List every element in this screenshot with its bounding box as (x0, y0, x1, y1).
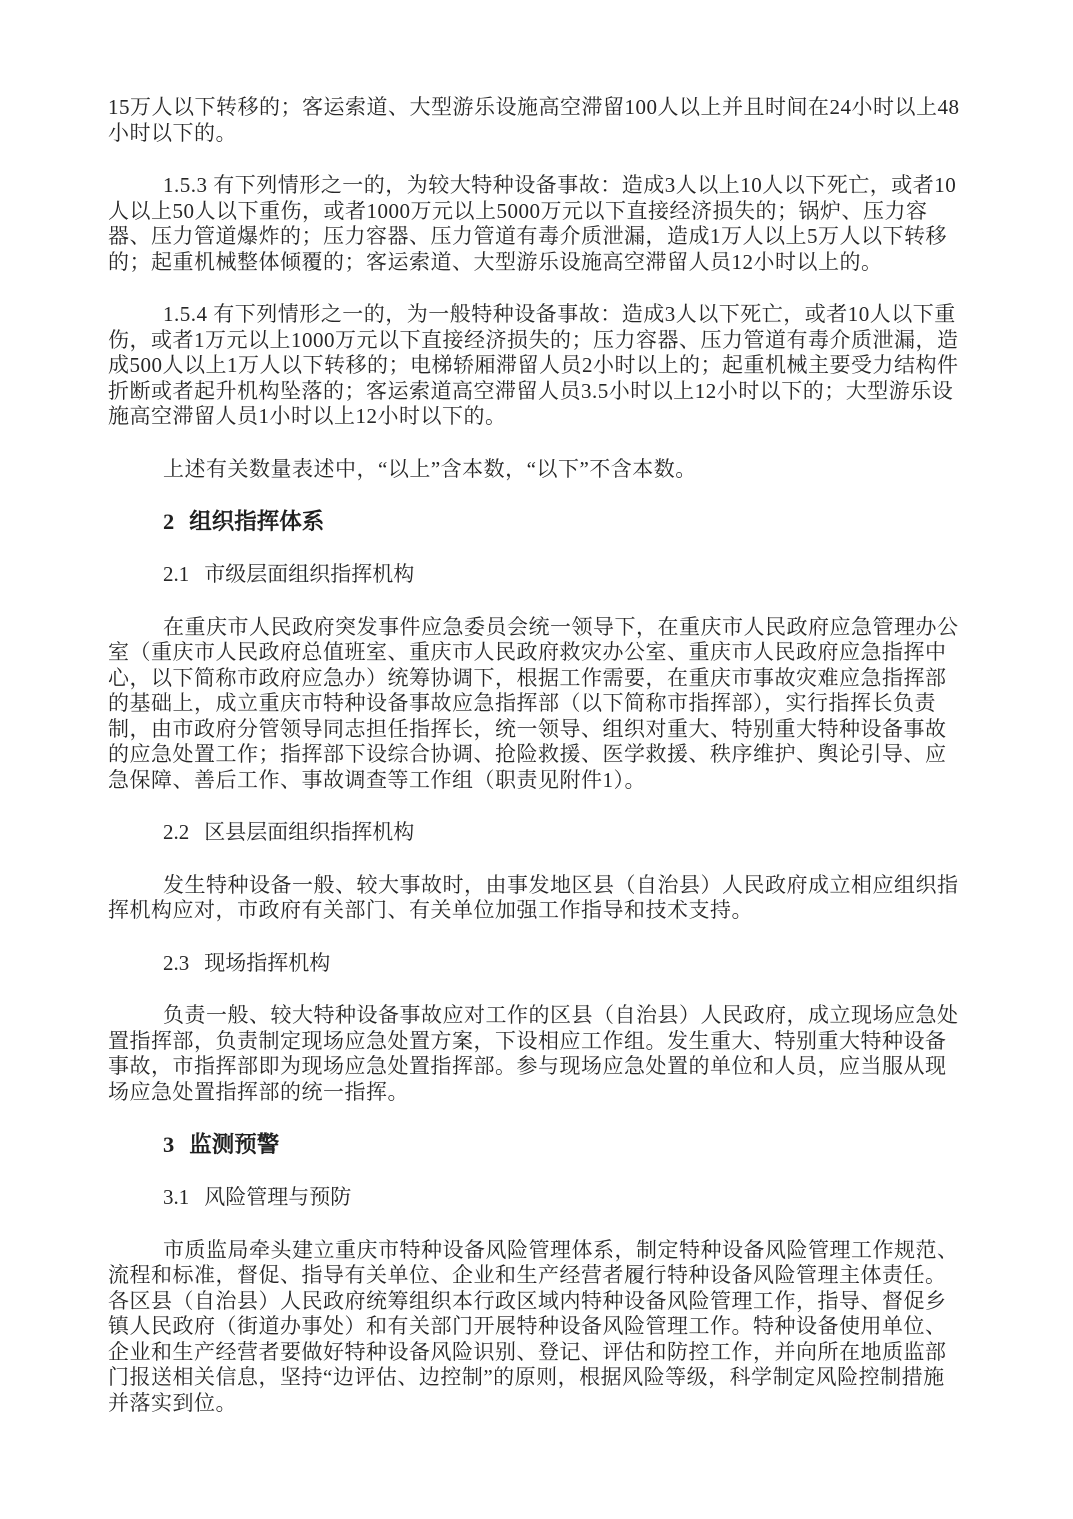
subsection-title: 现场指挥机构 (204, 950, 331, 975)
subsection-heading-3-1 (108, 1185, 963, 1211)
section-title: 组织指挥体系 (189, 509, 325, 534)
subsection-title: 风险管理与预防 (204, 1185, 352, 1209)
paragraph-quantity-note: 上述有关数量表述中，“以上”含本数，“以下”不含本数。 (163, 456, 697, 481)
section-heading-2 (108, 509, 963, 535)
section-number: 3 (163, 1132, 175, 1157)
paragraph-onsite-command: 负责一般、较大特种设备事故应对工作的区县（自治县）人民政府，成立现场应急处置指挥部，负责制定现场应急处置方案，下设相应工作组。发生重大、特别重大特种设备事故，市指挥部即为现场应急处置指挥部。参与现场应急处置的单位和人员，应当服从现场应急处置指挥部的统一指挥。 (108, 1003, 959, 1104)
subsection-heading-2-2 (108, 820, 963, 846)
subsection-number: 2.2 (163, 820, 190, 844)
paragraph-city-command: 在重庆市人民政府突发事件应急委员会统一领导下，在重庆市人民政府应急管理办公室（重庆市人民政府总值班室、重庆市人民政府救灾办公室、重庆市人民政府应急指挥中心，以下简称市政府应急办）统筹协调下，根据工作需要，在重庆市事故灾难应急指挥部的基础上，成立重庆市特种设备事故应急指挥部（以下简称市指挥部），实行指挥长负责制，由市政府分管领导同志担任指挥长，统一领导、组织对重大、特别重大特种设备事故的应急处置工作；指挥部下设综合协调、抢险救援、医学救援、秩序维护、舆论引导、应急保障、善后工作、事故调查等工作组（职责见附件1）。 (108, 614, 959, 792)
paragraph-continuation: 15万人以下转移的；客运索道、大型游乐设施高空滞留100人以上并且时间在24小时以上48小时以下的。 (108, 95, 960, 145)
paragraph-1-5-3: 1.5.3 有下列情形之一的，为较大特种设备事故：造成3人以上10人以下死亡，或者10人以上50人以下重伤，或者1000万元以上5000万元以下直接经济损失的；锅炉、压力容器、压力管道爆炸的；压力容器、压力管道有毒介质泄漏，造成1万人以上5万人以下转移的；起重机械整体倾覆的；客运索道、大型游乐设施高空滞留人员12小时以上的。 (108, 173, 957, 274)
paragraph-district-command: 发生特种设备一般、较大事故时，由事发地区县（自治县）人民政府成立相应组织指挥机构应对，市政府有关部门、有关单位加强工作指导和技术支持。 (108, 872, 959, 922)
section-heading-3 (108, 1132, 963, 1158)
subsection-title: 市级层面组织指挥机构 (204, 562, 415, 586)
paragraph-risk-management: 市质监局牵头建立重庆市特种设备风险管理体系，制定特种设备风险管理工作规范、流程和标准，督促、指导有关单位、企业和生产经营者履行特种设备风险管理主体责任。各区县（自治县）人民政府统筹组织本行政区域内特种设备风险管理工作，指导、督促乡镇人民政府（街道办事处）和有关部门开展特种设备风险管理工作。特种设备使用单位、企业和生产经营者要做好特种设备风险识别、登记、评估和防控工作，并向所在地质监部门报送相关信息，坚持“边评估、边控制”的原则，根据风险等级，科学制定风险控制措施并落实到位。 (108, 1237, 959, 1415)
subsection-number: 2.3 (163, 950, 190, 975)
section-number: 2 (163, 509, 175, 534)
subsection-heading-2-1 (108, 562, 963, 588)
subsection-number: 3.1 (163, 1185, 190, 1209)
subsection-heading-2-3 (108, 951, 963, 977)
section-title: 监测预警 (189, 1132, 280, 1157)
subsection-title: 区县层面组织指挥机构 (204, 820, 415, 844)
paragraph-1-5-4: 1.5.4 有下列情形之一的，为一般特种设备事故：造成3人以下死亡，或者10人以下重伤，或者1万元以上1000万元以下直接经济损失的；压力容器、压力管道有毒介质泄漏，造成500人以上1万人以下转移的；电梯轿厢滞留人员2小时以上的；起重机械主要受力结构件折断或者起升机构坠落的；客运索道高空滞留人员3.5小时以上12小时以下的；大型游乐设施高空滞留人员1小时以上12小时以下的。 (108, 302, 959, 428)
subsection-number: 2.1 (163, 562, 190, 586)
